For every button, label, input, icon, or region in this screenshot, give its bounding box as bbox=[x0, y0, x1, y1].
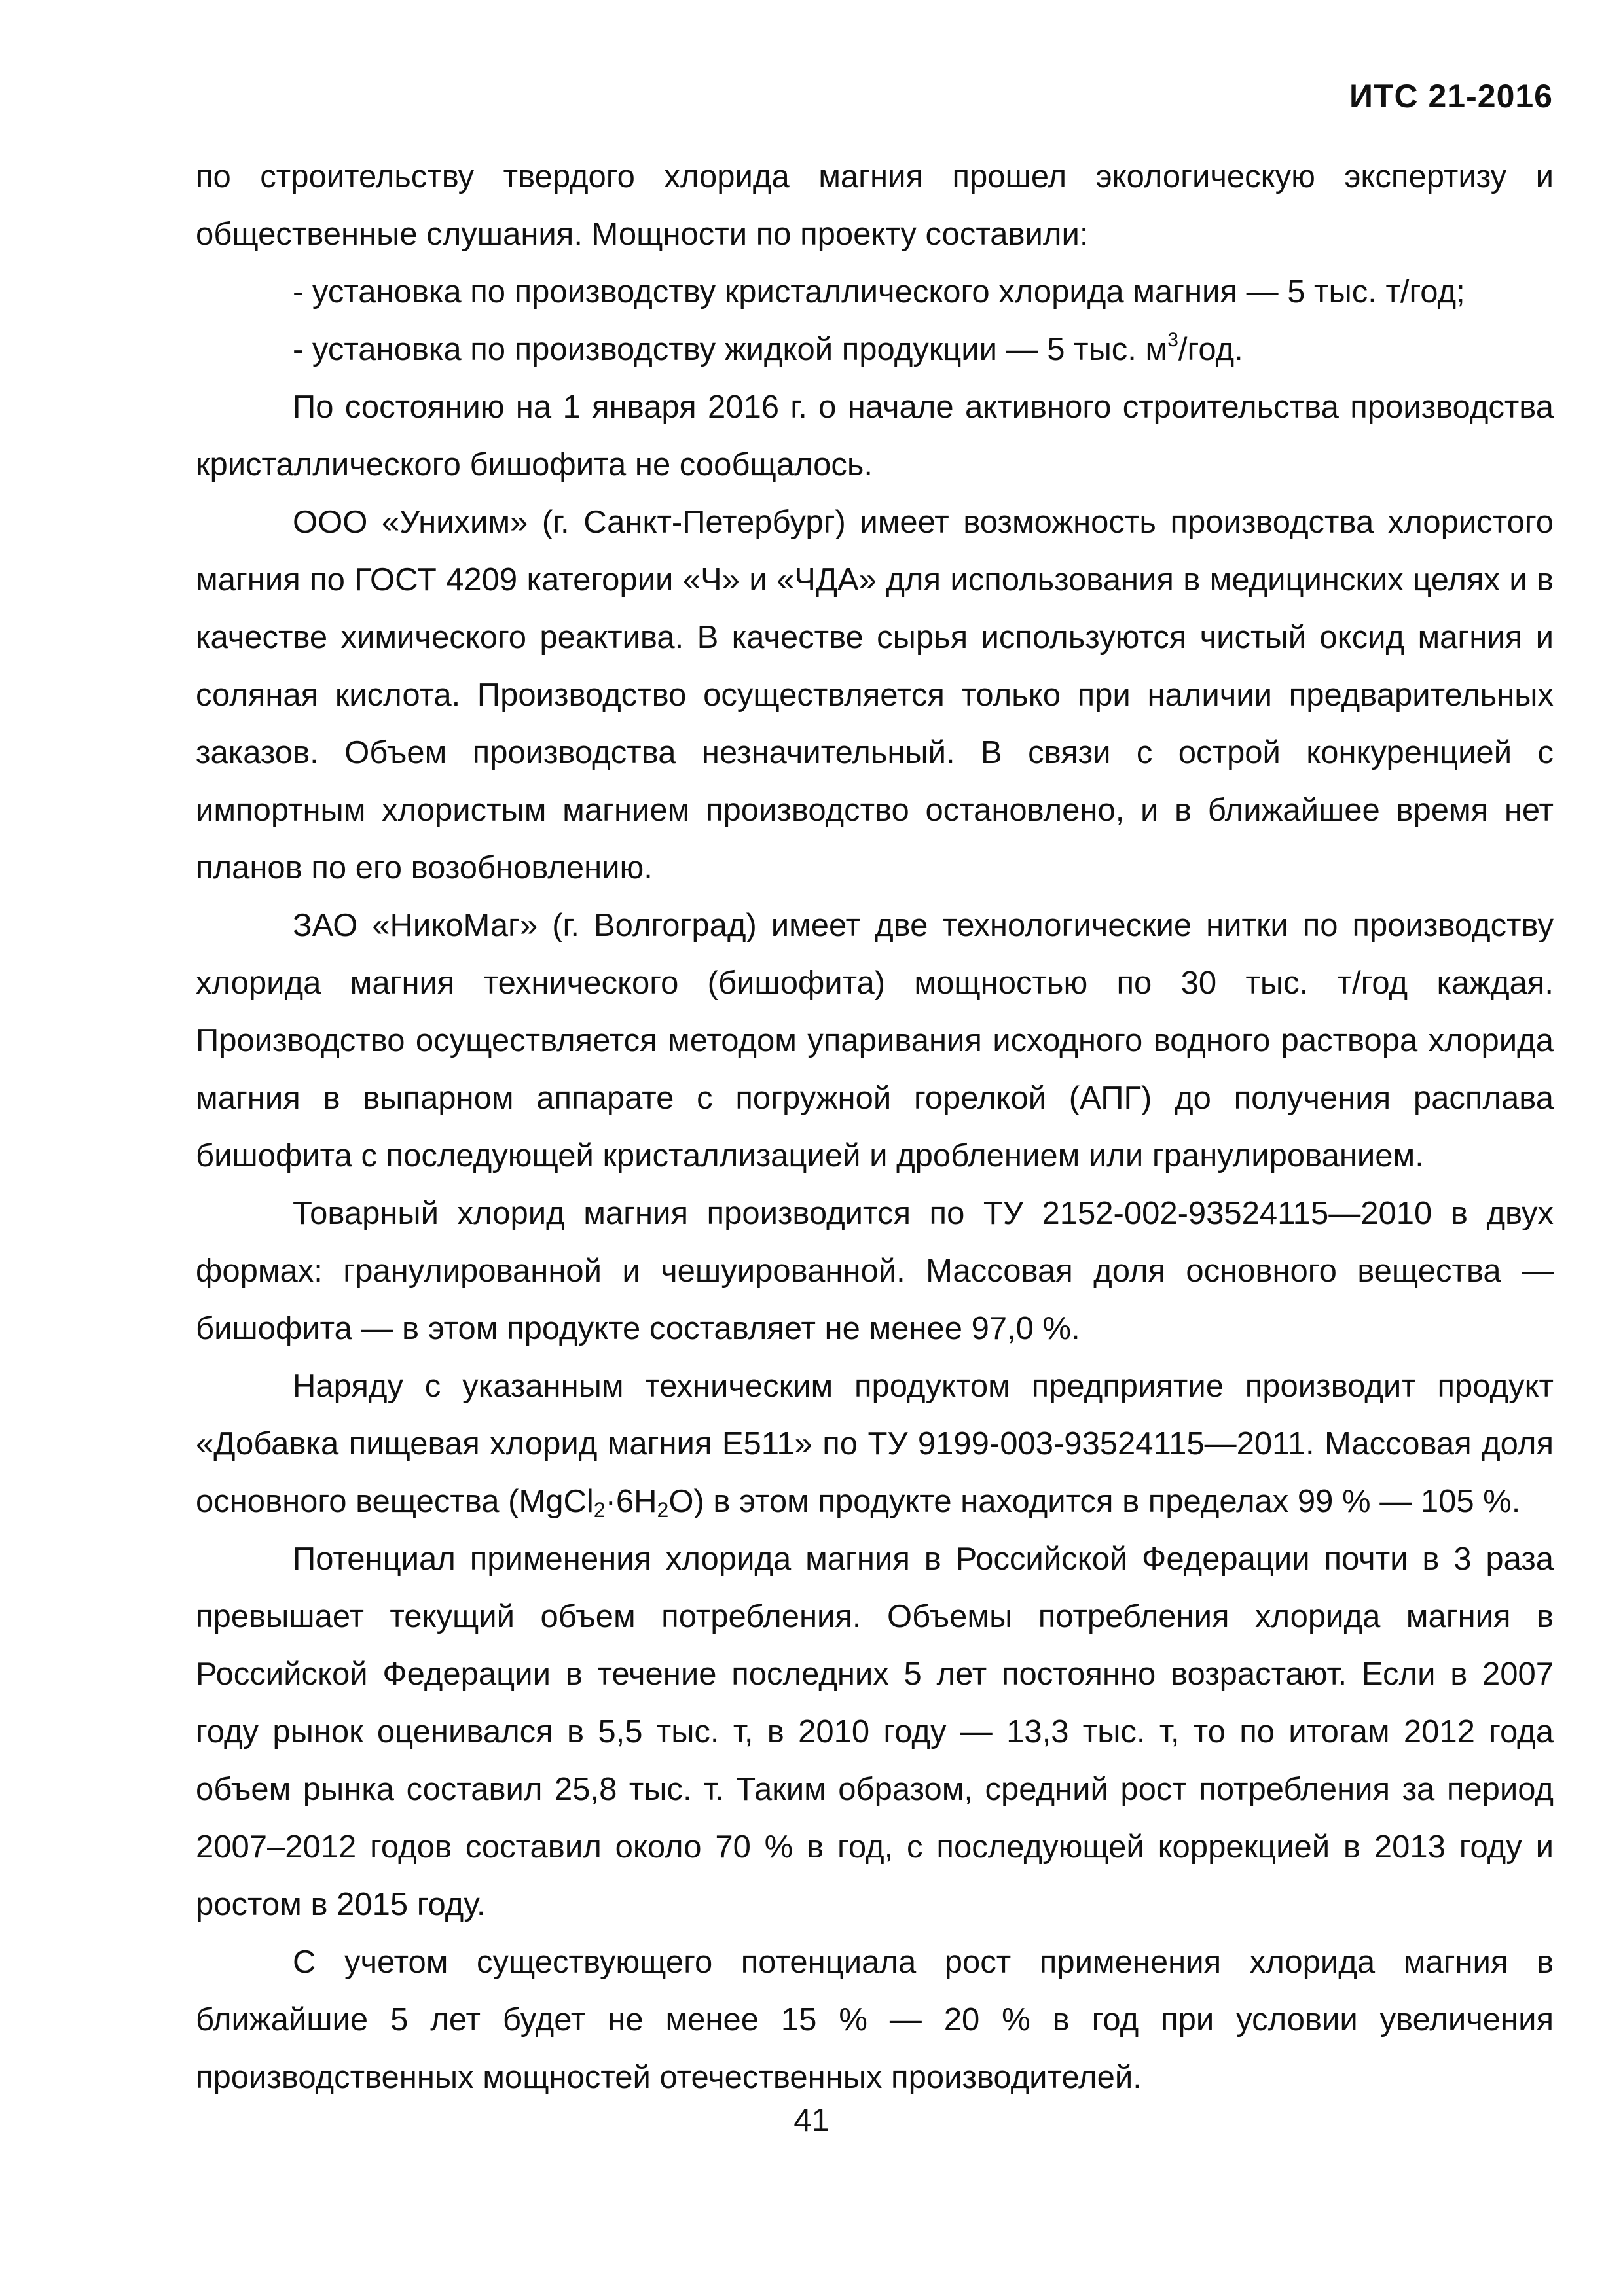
unit-superscript: 3 bbox=[1167, 329, 1178, 351]
document-code-header: ИТС 21-2016 bbox=[1349, 78, 1553, 115]
page-number: 41 bbox=[793, 2103, 830, 2138]
formula-subscript-cl: 2 bbox=[593, 1498, 606, 1522]
list-item-crystalline-plant: - установка по производству кристаллического хлорида магния — 5 тыс. т/год; bbox=[293, 274, 1465, 310]
food-additive-tail: O) в этом продукте находится в пределах 99 % — 105 %. bbox=[668, 1484, 1521, 1519]
paragraph-unikhim: ООО «Унихим» (г. Санкт-Петербург) имеет возможность производства хлористого магния по ГОСТ 4209 категории «Ч» и «ЧДА» для использования в медицинских целях и в качестве химического реактива. В качестве сырья используются чистый оксид магния и соляная кислота. Производство осуществляется только при наличии предварительных заказов. Объем производства незначительный. В связи с острой конкуренцией с импортным хлористым магнием производство остановлено, и в ближайшее время нет планов по его возобновлению. bbox=[196, 505, 1554, 886]
list-item-liquid-tail: /год. bbox=[1178, 332, 1243, 367]
formula-hydrate: ·6H bbox=[605, 1484, 657, 1519]
paragraph-commercial-product: Товарный хлорид магния производится по ТУ 2152-002-93524115—2010 в двух формах: гранулированной и чешуированной. Массовая доля основного вещества — бишофита — в этом продукте составляет не менее 97,0 %. bbox=[196, 1196, 1554, 1346]
paragraph-nikomag: ЗАО «НикоМаг» (г. Волгоград) имеет две технологические нитки по производству хлорида магния технического (бишофита) мощностью по 30 тыс. т/год каждая. Производство осуществляется методом упаривания исходного водного раствора хлорида магния в выпарном аппарате с погружной горелкой (АПГ) до получения расплава бишофита с последующей кристаллизацией и дроблением или гранулированием. bbox=[196, 908, 1554, 1174]
formula-subscript-h: 2 bbox=[657, 1498, 669, 1522]
paragraph-food-additive bbox=[196, 1357, 1554, 1530]
paragraph-construction-status: По состоянию на 1 января 2016 г. о начале активного строительства производства кристаллического бишофита не сообщалось. bbox=[196, 389, 1554, 482]
food-additive-text: Наряду с указанным техническим продуктом предприятие производит продукт «Добавка пищевая хлорид магния Е511» по ТУ 9199-003-93524115—2011. Массовая доля основного вещества (MgCl bbox=[196, 1369, 1554, 1519]
paragraph-continuation: по строительству твердого хлорида магния прошел экологическую экспертизу и общественные слушания. Мощности по проекту составили: bbox=[196, 159, 1554, 252]
list-item-liquid-text: - установка по производству жидкой продукции — 5 тыс. м bbox=[293, 332, 1168, 367]
paragraph-market-potential: Потенциал применения хлорида магния в Российской Федерации почти в 3 раза превышает текущий объем потребления. Объемы потребления хлорида магния в Российской Федерации в течение последних 5 лет постоянно возрастают. Если в 2007 году рынок оценивался в 5,5 тыс. т, в 2010 году — 13,3 тыс. т, то по итогам 2012 года объем рынка составил 25,8 тыс. т. Таким образом, средний рост потребления за период 2007–2012 годов составил около 70 % в год, с последующей коррекцией в 2013 году и ростом в 2015 году. bbox=[196, 1541, 1554, 1922]
paragraph-growth-forecast: С учетом существующего потенциала рост применения хлорида магния в ближайшие 5 лет будет не менее 15 % — 20 % в год при условии увеличения производственных мощностей отечественных производителей. bbox=[196, 1945, 1554, 2095]
document-body bbox=[196, 148, 1554, 2106]
list-item-liquid-plant bbox=[196, 321, 1554, 378]
